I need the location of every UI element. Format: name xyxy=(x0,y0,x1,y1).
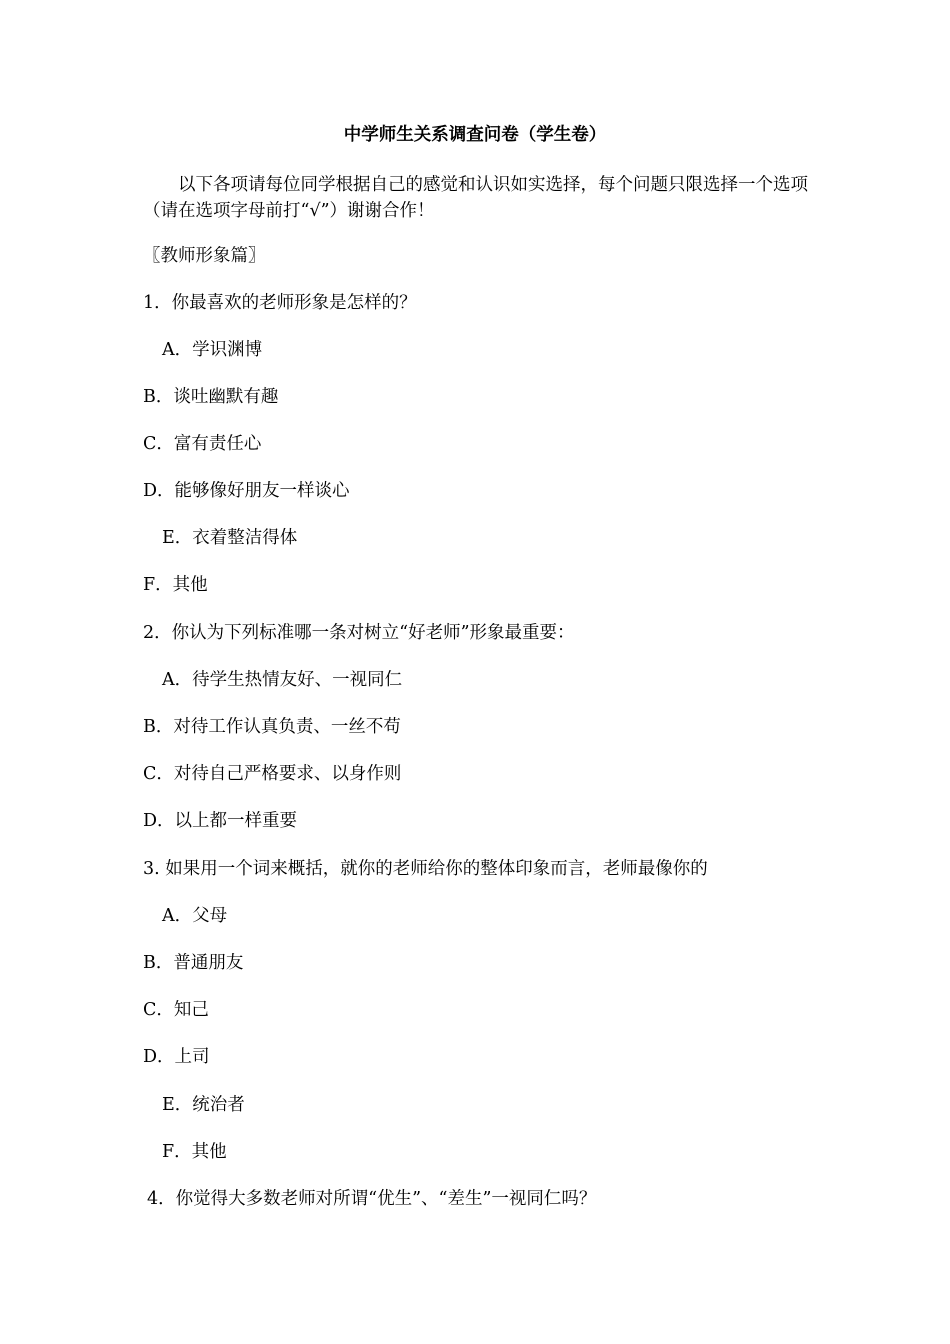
q3-option-d: D．上司 xyxy=(143,1047,210,1067)
q1-option-b: B．谈吐幽默有趣 xyxy=(143,387,279,407)
q2-option-b: B．对待工作认真负责、一丝不苟 xyxy=(143,717,401,737)
question-3: 3. 如果用一个词来概括，就你的老师给你的整体印象而言，老师最像你的 xyxy=(143,859,708,879)
q3-option-b: B．普通朋友 xyxy=(143,953,244,973)
q1-option-a: A．学识渊博 xyxy=(162,340,263,360)
intro-paragraph: 以下各项请每位同学根据自己的感觉和认识如实选择，每个问题只限选择一个选项（请在选项字母前打“√”）谢谢合作！ xyxy=(143,175,808,221)
q1-option-f: F．其他 xyxy=(143,575,208,595)
q1-option-c: C．富有责任心 xyxy=(143,434,262,454)
q3-option-c: C．知己 xyxy=(143,1000,209,1020)
q2-option-a: A．待学生热情友好、一视同仁 xyxy=(162,670,403,690)
q2-option-c: C．对待自己严格要求、以身作则 xyxy=(143,764,402,784)
q3-option-f: F．其他 xyxy=(162,1142,227,1162)
question-4: 4．你觉得大多数老师对所谓“优生”、“差生”一视同仁吗？ xyxy=(147,1189,597,1209)
question-2: 2．你认为下列标准哪一条对树立“好老师”形象最重要： xyxy=(143,623,575,643)
section-heading: 〖教师形象篇〗 xyxy=(143,246,266,266)
q2-option-d: D．以上都一样重要 xyxy=(143,811,298,831)
q1-option-e: E．衣着整洁得体 xyxy=(162,528,298,548)
q3-option-a: A．父母 xyxy=(162,906,228,926)
q1-option-d: D．能够像好朋友一样谈心 xyxy=(143,481,350,501)
document-title: 中学师生关系调查问卷（学生卷） xyxy=(343,125,607,145)
q3-option-e: E．统治者 xyxy=(162,1095,245,1115)
question-1: 1．你最喜欢的老师形象是怎样的？ xyxy=(143,293,417,313)
